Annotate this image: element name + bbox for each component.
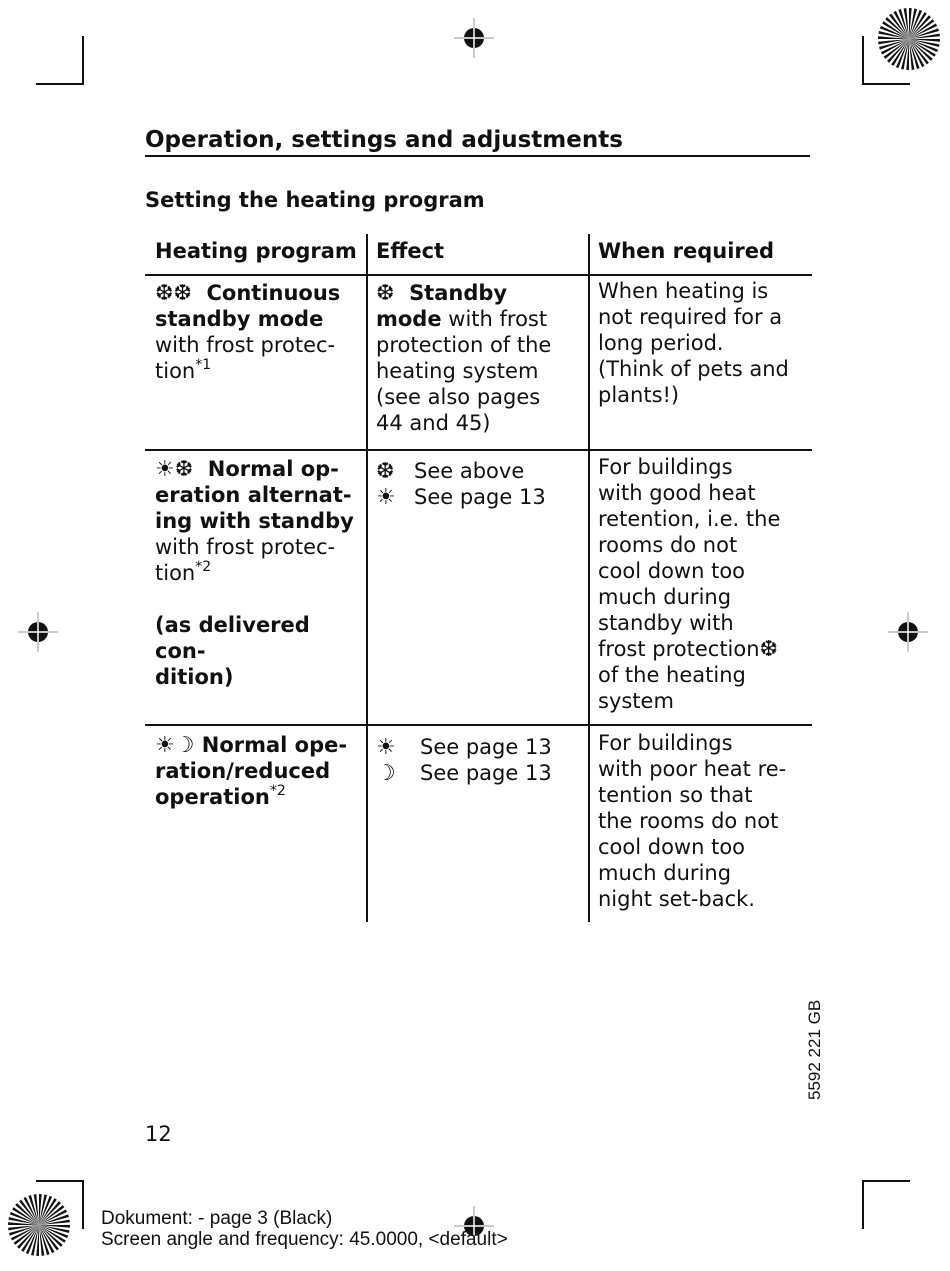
crop-mark: [862, 1180, 864, 1229]
sub-title: Setting the heating program: [145, 188, 485, 212]
page-number: 12: [145, 1122, 172, 1146]
starburst-mark-icon: [876, 6, 942, 72]
moon-icon: ☽: [376, 761, 396, 786]
section-title: Operation, settings and adjustments: [145, 125, 810, 157]
document-code: 5592 221 GB: [805, 999, 824, 1100]
column-header: Heating program: [155, 239, 357, 263]
footnote-ref: *1: [195, 357, 212, 373]
footnote-ref: *2: [195, 559, 212, 575]
when-required-cell: For buildings with good heat retention, i.e. the rooms do not cool down too much during standby with frost protection❆ of the heating system: [598, 455, 781, 713]
program-detail: tion: [155, 359, 196, 383]
when-required-cell: For buildings with poor heat re- tention so that the rooms do not cool down too much during night set-back.: [598, 731, 787, 911]
footnote-ref: *2: [269, 783, 286, 799]
sun-moon-icon: ☀☽: [155, 733, 195, 758]
crop-mark: [862, 36, 864, 85]
crop-mark: [862, 1180, 910, 1182]
sun-frost-icon: ☀❆: [155, 457, 194, 482]
footer-line: Screen angle and frequency: 45.0000, <default>: [101, 1229, 508, 1250]
crop-mark: [82, 36, 84, 85]
effect-cell: ☀ See page 13 ☽ See page 13: [376, 735, 552, 786]
sun-icon: ☀: [376, 485, 396, 510]
table-rule: [145, 449, 812, 451]
table-row: [155, 280, 360, 384]
crop-mark: [36, 83, 84, 85]
column-divider: [588, 234, 590, 922]
table-row: ☀❆ Normal op- eration alternat- ing with standby with frost protec- tion$^{*2}$ (as delivered con- dition): [155, 457, 354, 689]
crop-mark: [36, 1180, 84, 1182]
table-rule: [145, 724, 812, 726]
effect-cell: ❆ See above ☀ See page 13: [376, 459, 546, 510]
sun-icon: ☀: [376, 735, 396, 760]
registration-target-icon: [18, 612, 58, 652]
frost-protection-icon: ❆❆: [155, 281, 192, 306]
footer-line: Dokument: - page 3 (Black): [101, 1208, 333, 1229]
effect-cell: ❆ Standby mode with frost protection of the heating system (see also pages 44 and 45): [376, 281, 552, 435]
program-detail: with frost protec-: [155, 333, 336, 357]
table-row: ☀☽ Normal ope- ration/reduced operation$^{*2}$: [155, 733, 348, 809]
frost-protection-icon: ❆: [759, 637, 778, 662]
registration-target-icon: [454, 18, 494, 58]
frost-protection-icon: ❆: [376, 459, 395, 484]
when-required-cell: When heating is not required for a long period. (Think of pets and plants!): [598, 279, 789, 407]
column-divider: [366, 234, 368, 922]
program-name: Continuous: [206, 281, 341, 305]
program-name: standby mode: [155, 307, 324, 331]
table-rule: [145, 274, 812, 276]
crop-mark: [82, 1180, 84, 1229]
column-header: Effect: [376, 239, 445, 263]
column-header: When required: [598, 239, 775, 263]
print-footer: [101, 1208, 508, 1250]
starburst-mark-icon: [6, 1192, 72, 1258]
registration-target-icon: [888, 612, 928, 652]
crop-mark: [862, 83, 910, 85]
frost-protection-icon: ❆: [376, 281, 395, 306]
